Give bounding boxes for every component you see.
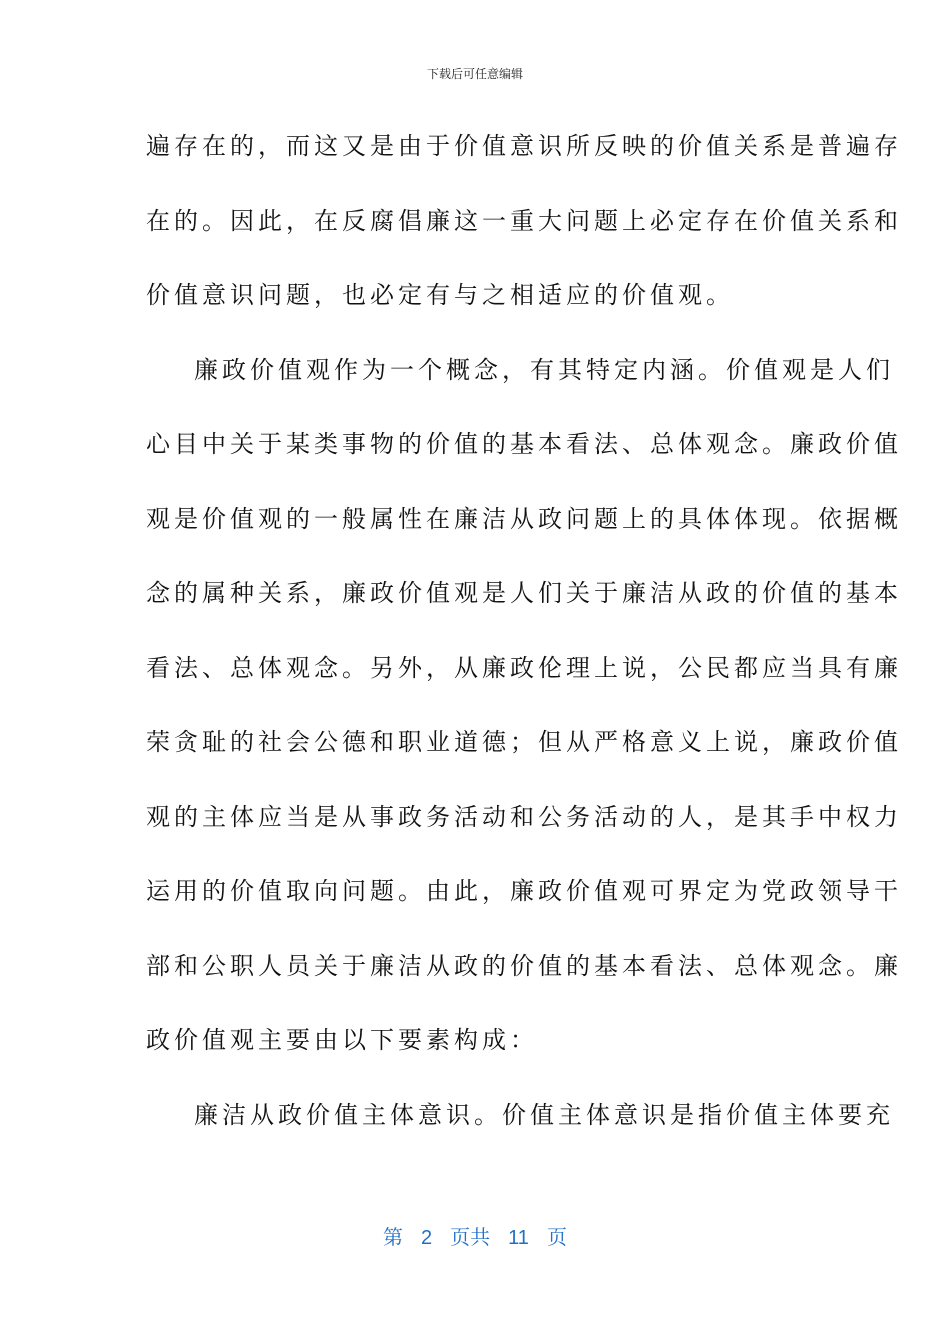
body-line-12: 部和公职人员关于廉洁从政的价值的基本看法、总体观念。廉 [146,951,902,980]
footer-prefix: 第 [383,1227,404,1249]
body-line-8: 看法、总体观念。另外，从廉政伦理上说，公民都应当具有廉 [146,653,902,682]
body-line-2: 在的。因此，在反腐倡廉这一重大问题上必定存在价值关系和 [146,206,902,235]
footer-total-pages: 11 [508,1227,529,1249]
footer-middle: 页共 [450,1227,491,1249]
body-line-4: 廉政价值观作为一个概念，有其特定内涵。价值观是人们 [194,355,894,384]
document-body [146,121,902,1164]
page-number-footer [0,1224,950,1252]
body-line-13: 政价值观主要由以下要素构成： [146,1026,538,1054]
page-header: 下载后可任意编辑 [426,67,523,81]
footer-current-page: 2 [421,1227,433,1249]
body-line-6: 观是价值观的一般属性在廉洁从政问题上的具体体现。依据概 [146,504,902,533]
body-line-1: 遍存在的，而这又是由于价值意识所反映的价值关系是普遍存 [146,132,902,160]
body-line-7: 念的属种关系，廉政价值观是人们关于廉洁从政的价值的基本 [146,579,902,607]
body-line-10: 观的主体应当是从事政务活动和公务活动的人，是其手中权力 [146,802,902,831]
body-line-9: 荣贪耻的社会公德和职业道德；但从严格意义上说，廉政价值 [146,728,902,756]
footer-suffix: 页 [546,1227,567,1249]
body-line-11: 运用的价值取向问题。由此，廉政价值观可界定为党政领导干 [146,877,902,905]
body-line-5: 心目中关于某类事物的价值的基本看法、总体观念。廉政价值 [146,430,902,458]
body-line-14: 廉洁从政价值主体意识。价值主体意识是指价值主体要充 [194,1100,894,1129]
body-line-3: 价值意识问题，也必定有与之相适应的价值观。 [146,281,734,309]
